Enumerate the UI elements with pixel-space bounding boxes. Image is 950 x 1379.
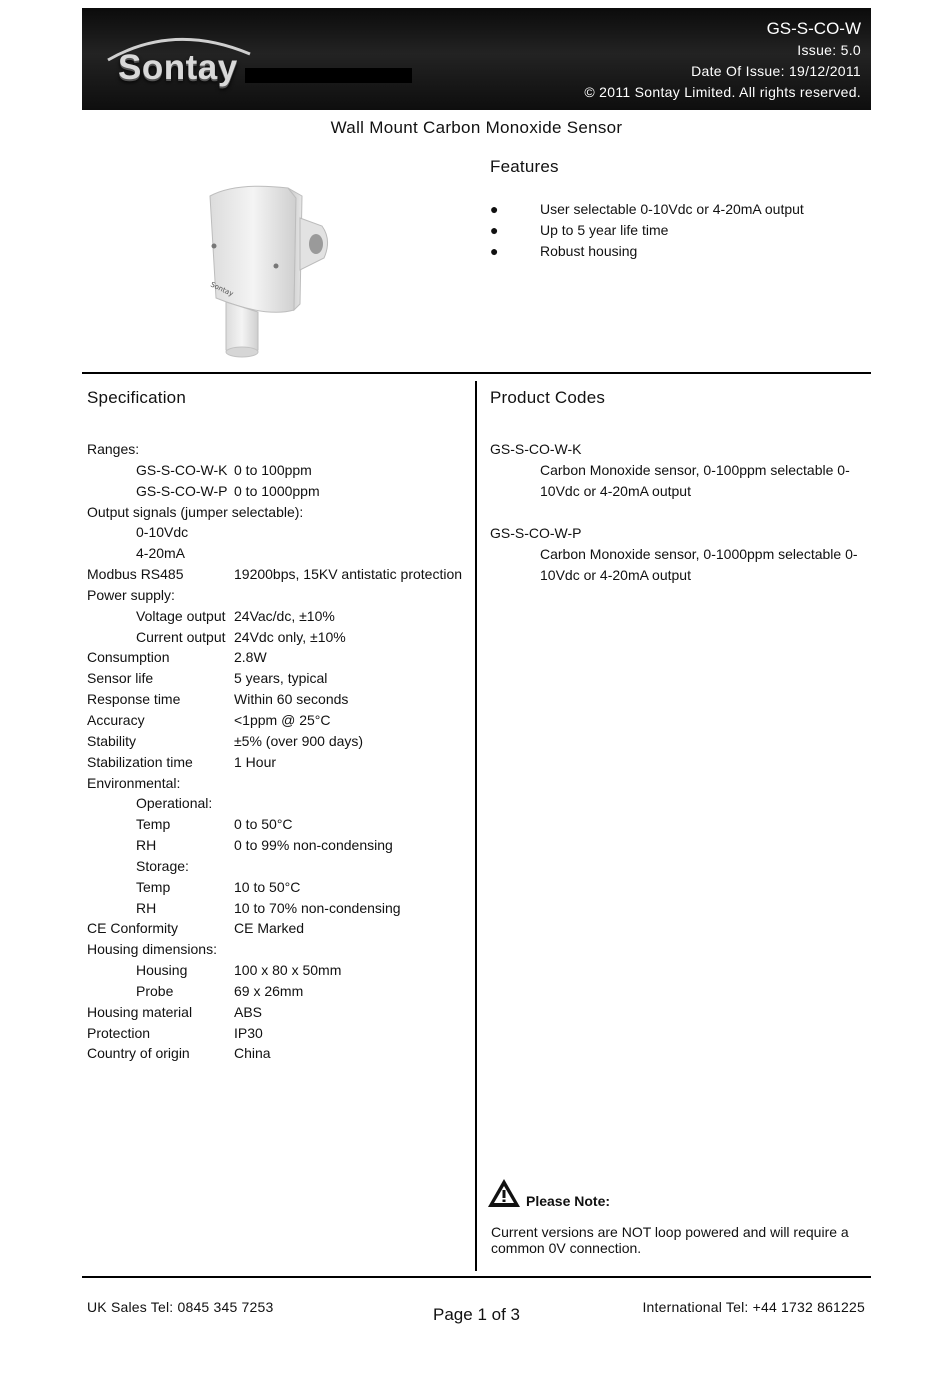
spec-label: RH: [136, 837, 157, 854]
spec-value: ABS: [234, 1003, 263, 1020]
spec-label: RH: [136, 899, 157, 916]
features-list: [490, 199, 870, 262]
logo-redaction-bar: [245, 68, 412, 83]
table-row: [87, 543, 467, 564]
table-row: [87, 1043, 467, 1064]
spec-label: Housing: [136, 962, 188, 979]
page-number: Page 1 of 3: [433, 1305, 520, 1324]
table-row: [87, 981, 467, 1002]
table-row: [87, 918, 467, 939]
bullet-icon: ●: [490, 222, 499, 238]
spec-value: 24Vdc only, ±10%: [234, 628, 346, 645]
bullet-icon: ●: [490, 201, 499, 217]
spec-value: Within 60 seconds: [234, 691, 349, 708]
spec-label: GS-S-CO-W-K: [136, 461, 228, 478]
warning-icon: [486, 1177, 522, 1209]
product-codes-heading: Product Codes: [490, 388, 606, 407]
spec-label: Temp: [136, 816, 171, 833]
table-row: [87, 960, 467, 981]
spec-label: 0-10Vdc: [136, 524, 189, 541]
table-row: [87, 773, 467, 794]
spec-label: Consumption: [87, 649, 170, 666]
table-row: [87, 731, 467, 752]
table-row: [87, 460, 467, 481]
product-code-description: 10Vdc or 4-20mA output: [540, 567, 691, 583]
note-text: Current versions are NOT loop powered and will require a common 0V connection.: [491, 1224, 849, 1256]
list-item: ● Up to 5 year life time: [490, 220, 870, 241]
spec-label: Response time: [87, 691, 181, 708]
spec-label: Housing material: [87, 1003, 193, 1020]
table-row: [87, 627, 467, 648]
specification-section: [87, 388, 467, 1064]
spec-value: CE Marked: [234, 920, 305, 937]
table-row: [87, 856, 467, 877]
spec-label: Operational:: [136, 795, 213, 812]
spec-label: Ranges:: [87, 441, 140, 457]
table-row: [87, 752, 467, 773]
header-info: [584, 18, 861, 103]
table-row: [87, 439, 467, 460]
document-header: [82, 8, 871, 110]
spec-label: Housing dimensions:: [87, 941, 217, 958]
product-code-item: GS-S-CO-W-P: [490, 525, 582, 541]
spec-label: Power supply:: [87, 586, 175, 603]
spec-label: Sensor life: [87, 670, 154, 687]
table-row: [87, 564, 467, 585]
logo-text: Sontay: [118, 48, 238, 87]
spec-value: <1ppm @ 25°C: [234, 711, 331, 728]
uk-sales-phone: UK Sales Tel: 0845 345 7253: [87, 1299, 274, 1315]
spec-label: Current output: [136, 628, 226, 645]
list-item: ● User selectable 0-10Vdc or 4-20mA output: [490, 199, 870, 220]
product-photo: [196, 178, 336, 362]
svg-text:Sontay: Sontay: [209, 280, 235, 299]
spec-value: 0 to 99% non-condensing: [234, 837, 393, 854]
features-heading: Features: [490, 157, 559, 176]
divider-bottom: [82, 1276, 871, 1278]
table-row: [87, 898, 467, 919]
table-row: [87, 793, 467, 814]
table-row: [87, 522, 467, 543]
spec-value: 5 years, typical: [234, 670, 328, 687]
spec-label: Protection: [87, 1024, 151, 1041]
spec-value: China: [234, 1045, 271, 1062]
spec-value: 0 to 50°C: [234, 816, 293, 833]
spec-value: ±5% (over 900 days): [234, 732, 364, 749]
table-row: [87, 668, 467, 689]
spec-label: GS-S-CO-W-P: [136, 482, 228, 499]
spec-value: 10 to 50°C: [234, 878, 301, 895]
table-row: [87, 939, 467, 960]
spec-label: 4-20mA: [136, 545, 186, 562]
spec-value: 10 to 70% non-condensing: [234, 899, 401, 916]
spec-value: IP30: [234, 1024, 263, 1041]
product-code-item: GS-S-CO-W-K: [490, 441, 582, 457]
features-section: [490, 157, 870, 262]
spec-label: Accuracy: [87, 711, 145, 728]
spec-value: 0 to 100ppm: [234, 461, 312, 478]
copyright: © 2011 Sontay Limited. All rights reserved.: [584, 84, 861, 100]
spec-label: Stabilization time: [87, 753, 193, 770]
bullet-icon: ●: [490, 243, 499, 259]
spec-label: Stability: [87, 732, 137, 749]
spec-value: 2.8W: [234, 649, 267, 666]
product-codes-section: [490, 388, 860, 586]
table-row: [87, 502, 467, 523]
document-title: Wall Mount Carbon Monoxide Sensor: [330, 118, 623, 137]
spec-label: Storage:: [136, 857, 189, 874]
product-code: GS-S-CO-W: [766, 19, 861, 38]
table-row: [87, 814, 467, 835]
product-codes-list: [490, 439, 860, 586]
table-row: [87, 1023, 467, 1044]
spec-label: Voltage output: [136, 607, 226, 624]
list-item: ● Robust housing: [490, 241, 870, 262]
spec-value: 100 x 80 x 50mm: [234, 962, 342, 979]
spec-label: Country of origin: [87, 1045, 190, 1062]
issue-date: Date Of Issue: 19/12/2011: [691, 63, 861, 79]
spec-value: 24Vac/dc, ±10%: [234, 607, 335, 624]
international-phone: International Tel: +44 1732 861225: [642, 1299, 865, 1315]
table-row: [87, 877, 467, 898]
spec-value: 1 Hour: [234, 753, 277, 770]
specification-table: [87, 439, 467, 1064]
spec-label: Probe: [136, 982, 174, 999]
divider-top: [82, 372, 871, 374]
product-code-description: Carbon Monoxide sensor, 0-100ppm selectable 0-: [540, 462, 850, 478]
table-row: [87, 585, 467, 606]
spec-label: Temp: [136, 878, 171, 895]
spec-label: Environmental:: [87, 774, 181, 791]
table-row: [87, 606, 467, 627]
table-row: [87, 835, 467, 856]
divider-column: [475, 381, 477, 1271]
spec-label: Modbus RS485: [87, 566, 184, 583]
spec-value: 0 to 1000ppm: [234, 482, 320, 499]
note-title: Please Note:: [526, 1193, 611, 1209]
table-row: [87, 481, 467, 502]
table-row: [87, 689, 467, 710]
specification-heading: Specification: [87, 388, 186, 407]
issue-number: Issue: 5.0: [797, 42, 861, 58]
spec-value: 69 x 26mm: [234, 982, 304, 999]
spec-value: 19200bps, 15KV antistatic protection: [234, 566, 463, 583]
product-code-description: 10Vdc or 4-20mA output: [540, 483, 691, 499]
spec-label: Output signals (jumper selectable):: [87, 503, 304, 520]
spec-label: CE Conformity: [87, 920, 179, 937]
table-row: [87, 1002, 467, 1023]
table-row: [87, 710, 467, 731]
product-code-description: Carbon Monoxide sensor, 0-1000ppm selectable 0-: [540, 546, 858, 562]
table-row: [87, 647, 467, 668]
